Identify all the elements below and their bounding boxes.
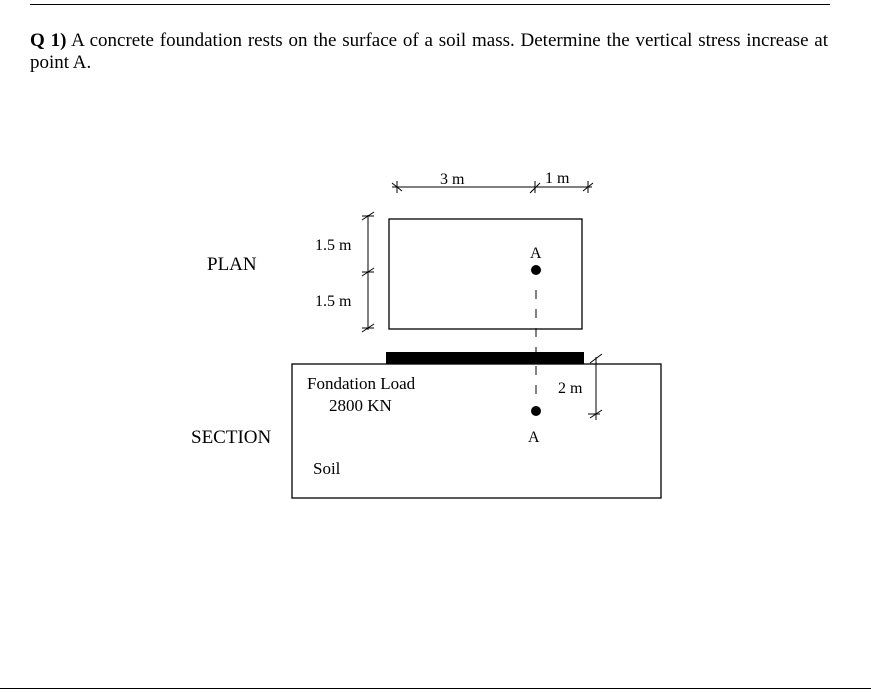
load-value: 2800 KN [329,396,392,415]
question-body: A concrete foundation rests on the surface of a soil mass. Determine the vertical stress increase at point A. [30,30,829,73]
dim-2m-label: 2 m [558,380,583,397]
point-a-section-marker [531,406,541,416]
plan-footing-outline [389,219,582,329]
dim-1-5m-upper-label: 1.5 m [315,237,352,254]
soil-label: Soil [313,459,341,478]
dim-1-5m-lower-label: 1.5 m [315,293,352,310]
plan-label: PLAN [207,254,257,275]
point-a-plan-marker [531,265,541,275]
load-label: Fondation Load [307,374,416,393]
section-label: SECTION [191,427,272,448]
bottom-rule [0,688,871,689]
question-number: Q 1) [30,30,67,51]
foundation-slab [386,352,584,364]
dim-1m-label: 1 m [545,170,570,187]
point-a-section-label: A [528,429,540,446]
point-a-plan-label: A [530,245,542,262]
dim-3m-label: 3 m [440,171,465,188]
